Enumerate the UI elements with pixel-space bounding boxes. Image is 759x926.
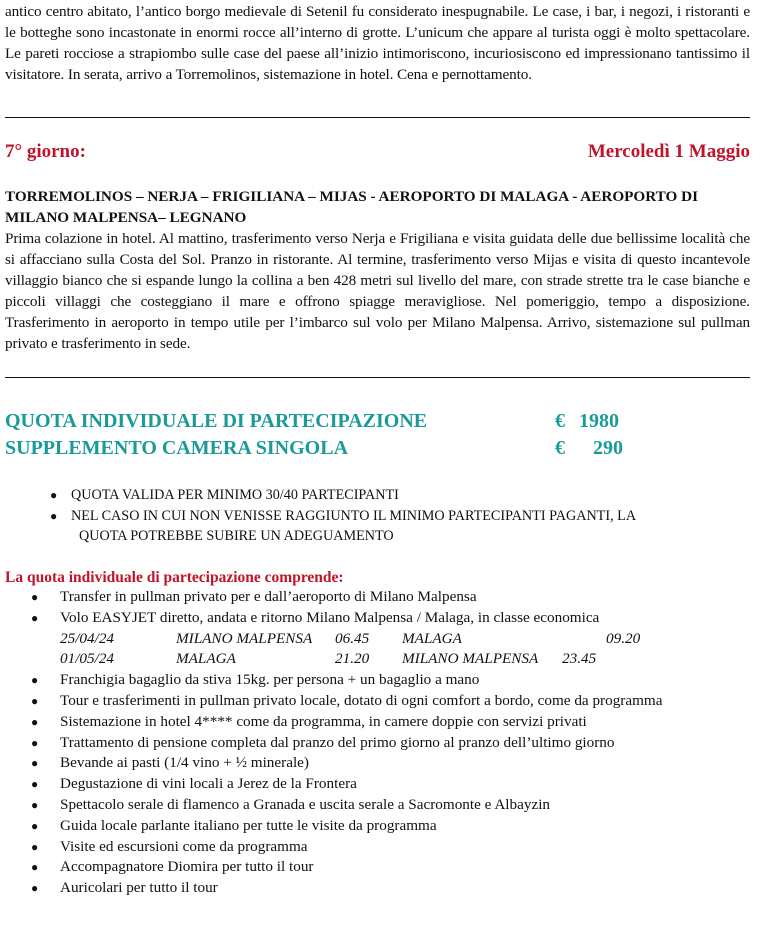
bullet-icon: ● (31, 797, 39, 812)
bullet-icon: ● (31, 839, 39, 854)
flight-date: 01/05/24 (60, 650, 115, 668)
bullet-icon: ● (31, 714, 39, 729)
flight-departure: 06.45 (335, 629, 370, 647)
bullet-icon: ● (31, 590, 39, 604)
bullet-icon: ● (31, 756, 39, 771)
price-label: QUOTA INDIVIDUALE DI PARTECIPAZIONE (5, 410, 428, 432)
flight-from: MALAGA (176, 650, 236, 668)
includes-item: ● Degustazione di vini locali a Jerez de la Frontera (5, 774, 750, 795)
price-row (5, 408, 750, 435)
price-currency: € (555, 437, 565, 459)
bullet-icon: ● (31, 673, 39, 688)
price-value: 1980 (579, 410, 619, 432)
flight-schedule (5, 629, 750, 671)
bullet-icon: ● (50, 488, 58, 502)
flight-to: MALAGA (402, 629, 462, 647)
bullet-icon: ● (31, 860, 39, 875)
includes-item: ● Bevande ai pasti (1/4 vino + ½ minerale) (5, 753, 750, 774)
conditions-list (5, 485, 750, 547)
day-description: Prima colazione in hotel. Al mattino, trasferimento verso Nerja e Frigiliana e visita guidata delle due bellissime località che si affacciano sulla Costa del Sol. Pranzo in ristorante. Al termine, trasferimento verso Mijas e visita di questo incantevole villaggio bianco che si espande lungo la collina a ben 428 metri sul livello del mare, con strade strette tra le case bianche e piccoli villaggi che costeggiano il mare e offrono spiagge meravigliose. Nel pomeriggio, tempo a disposizione. Trasferimento in aeroporto in tempo utile per l’imbarco sul volo per Milano Malpensa. Arrivo, sistemazione sul pullman privato e trasferimento in sede. (5, 230, 750, 352)
price-row (5, 435, 750, 462)
includes-item: ● Trattamento di pensione completa dal pranzo del primo giorno al pranzo dell’ultimo giorno (5, 733, 750, 754)
condition-item: ● QUOTA VALIDA PER MINIMO 30/40 PARTECIPANTI (5, 485, 750, 506)
includes-item: ● Volo EASYJET diretto, andata e ritorno Milano Malpensa / Malaga, in classe economica (5, 608, 750, 629)
flight-date: 25/04/24 (60, 629, 115, 647)
price-value: 290 (593, 437, 623, 459)
day-date: Mercoledì 1 Maggio (587, 141, 750, 162)
includes-item: ● Auricolari per tutto il tour (5, 878, 750, 899)
includes-item: ● Visite ed escursioni come da programma (5, 837, 750, 858)
intro-paragraph: antico centro abitato, l’antico borgo medievale di Setenil fu considerato inespugnabile. Le case, i bar, i negozi, i ristoranti e le botteghe sono incastonate in enormi rocce all’interno di grotte. L’unicum che appare al turista oggi è molto spettacolare. Le pareti rocciose a strapiombo sulle case del paese all’inizio intimoriscono, incuriosiscono ed impressionano tantissimo il visitatore. In serata, arrivo a Torremolinos, sistemazione in hotel. Cena e pernottamento. (5, 3, 750, 83)
bullet-icon: ● (31, 818, 39, 833)
condition-item: ● NEL CASO IN CUI NON VENISSE RAGGIUNTO IL MINIMO PARTECIPANTI PAGANTI, LA (5, 506, 750, 527)
includes-item: ● Sistemazione in hotel 4**** come da programma, in camere doppie con servizi privati (5, 712, 750, 733)
day-route: TORREMOLINOS – NERJA – FRIGILIANA – MIJAS - AEROPORTO DI MALAGA - AEROPORTO DI MILANO MALPENSA– LEGNANO (5, 188, 698, 226)
flight-to: MILANO MALPENSA (402, 650, 539, 668)
separator-line (5, 117, 750, 118)
includes-title: La quota individuale di partecipazione comprende: (5, 569, 344, 586)
flight-row (60, 629, 750, 650)
bullet-icon: ● (31, 693, 39, 708)
price-block (5, 408, 750, 462)
flight-arrival: 09.20 (606, 629, 641, 647)
flight-arrival: 23.45 (562, 650, 597, 668)
separator-line (5, 377, 750, 378)
day-header (5, 141, 750, 163)
includes-item: ● Tour e trasferimenti in pullman privato locale, dotato di ogni comfort a bordo, come da programma (5, 691, 750, 712)
includes-item: ● Guida locale parlante italiano per tutte le visite da programma (5, 816, 750, 837)
bullet-icon: ● (31, 881, 39, 896)
bullet-icon: ● (31, 610, 39, 625)
flight-row (60, 649, 750, 670)
bullet-icon: ● (31, 735, 39, 750)
price-label: SUPPLEMENTO CAMERA SINGOLA (5, 437, 349, 459)
condition-item-continued: QUOTA POTREBBE SUBIRE UN ADEGUAMENTO (79, 528, 394, 544)
bullet-icon: ● (50, 508, 58, 523)
includes-item: ● Franchigia bagaglio da stiva 15kg. per persona + un bagaglio a mano (5, 670, 750, 691)
includes-list (5, 587, 750, 899)
includes-item: ● Transfer in pullman privato per e dall’aeroporto di Milano Malpensa (5, 587, 750, 608)
flight-departure: 21.20 (335, 650, 370, 668)
includes-item: ● Spettacolo serale di flamenco a Granada e uscita serale a Sacromonte e Albayzin (5, 795, 750, 816)
bullet-icon: ● (31, 777, 39, 792)
price-currency: € (555, 410, 565, 432)
includes-item: ● Accompagnatore Diomira per tutto il tour (5, 857, 750, 878)
day-label: 7° giorno: (5, 141, 86, 162)
flight-from: MILANO MALPENSA (176, 629, 313, 647)
